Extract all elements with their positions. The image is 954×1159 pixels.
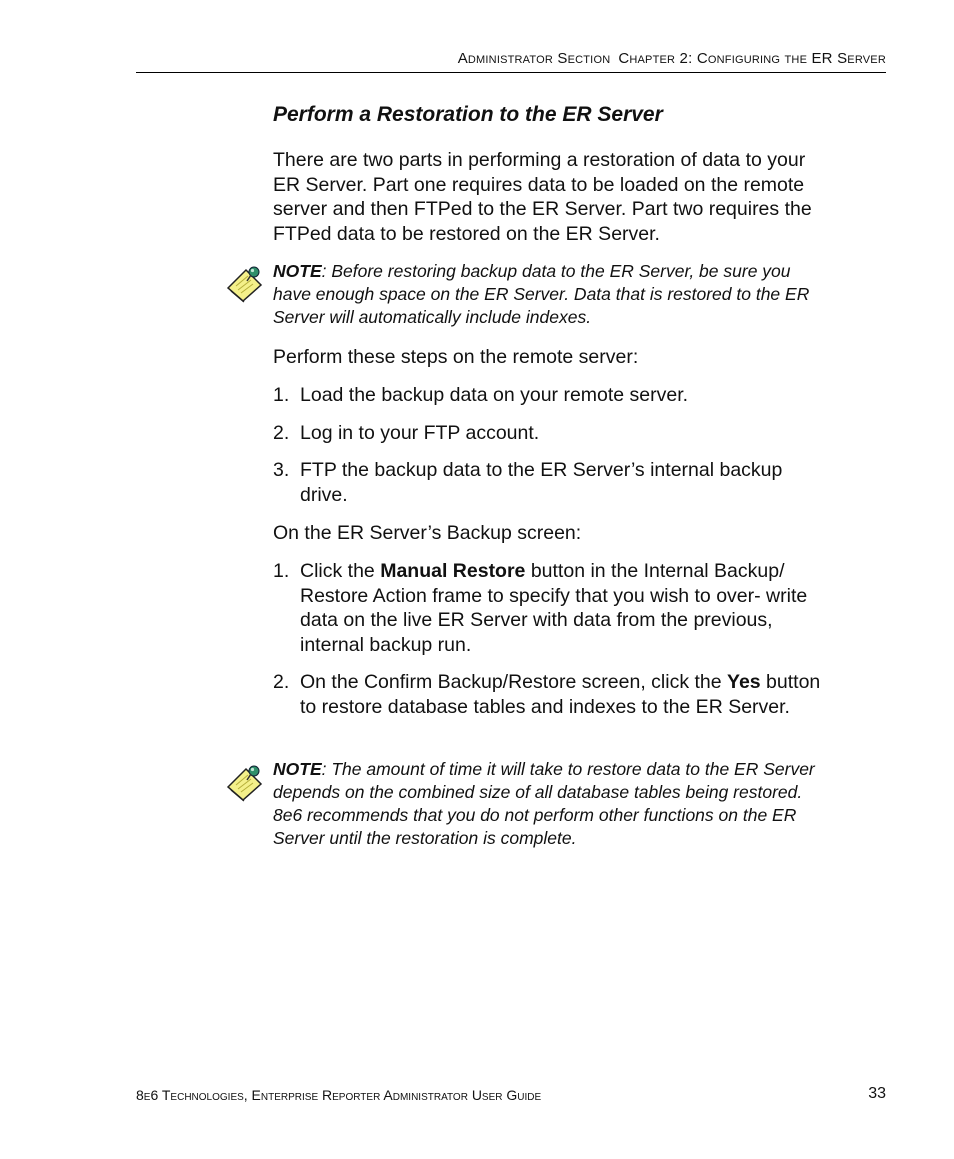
note-2 (273, 758, 828, 850)
manual-restore-label: Manual Restore (380, 560, 526, 582)
footer-title: 8e6 Technologies, Enterprise Reporter Administrator User Guide (136, 1087, 542, 1103)
step-text-post: button to restore database tables and indexes to the ER Server. (300, 671, 821, 718)
note-1-label: NOTE (273, 261, 322, 281)
list-item (273, 670, 828, 719)
header-section: Administrator Section (457, 50, 611, 67)
note-pad-pushpin-icon (224, 763, 266, 803)
step-text (300, 559, 828, 657)
remote-steps-intro: Perform these steps on the remote server: (273, 346, 639, 368)
list-item (273, 383, 828, 408)
list-item (273, 421, 828, 446)
step-text-post: button in the Internal Backup/ Restore Action frame to specify that you wish to over- write data on the live ER Server with data from the previous, internal backup run. (300, 560, 808, 656)
step-number: 3. (273, 459, 290, 481)
step-number: 2. (273, 671, 290, 693)
step-text (300, 670, 828, 719)
step-text: FTP the backup data to the ER Server’s internal backup drive. (300, 459, 783, 506)
step-number: 2. (273, 422, 290, 444)
screen-steps-intro: On the ER Server’s Backup screen: (273, 522, 582, 544)
step-number: 1. (273, 560, 290, 582)
step-text: Log in to your FTP account. (300, 422, 540, 444)
list-item (273, 559, 828, 657)
header-chapter: Chapter 2: Configuring the ER Server (618, 50, 886, 67)
note-pad-pushpin-icon (224, 264, 266, 304)
step-number: 1. (273, 384, 290, 406)
yes-label: Yes (727, 671, 761, 693)
header-text (458, 50, 886, 67)
page-number: 33 (868, 1085, 886, 1102)
list-item (273, 458, 828, 507)
page-header (136, 50, 886, 73)
step-text-pre: Click the (300, 560, 381, 582)
intro-paragraph: There are two parts in performing a restoration of data to your ER Server. Part one requires data to be loaded on the remote server and then FTPed to the ER Server. Part two requires the FTPed data to be restored on the ER Server. (273, 149, 812, 245)
note-2-text: : The amount of time it will take to restore data to the ER Server depends on the combined size of all database tables being restored. 8e6 recommends that you do not perform other functions on the ER Server until the restoration is complete. (273, 759, 815, 848)
note-2-label: NOTE (273, 759, 322, 779)
step-text: Load the backup data on your remote server. (300, 384, 689, 406)
note-1-text: : Before restoring backup data to the ER Server, be sure you have enough space on the ER Server. Data that is restored to the ER Server will automatically include indexes. (273, 261, 810, 327)
step-text-pre: On the Confirm Backup/Restore screen, click the (300, 671, 728, 693)
note-1 (273, 260, 828, 329)
section-title: Perform a Restoration to the ER Server (273, 103, 663, 126)
